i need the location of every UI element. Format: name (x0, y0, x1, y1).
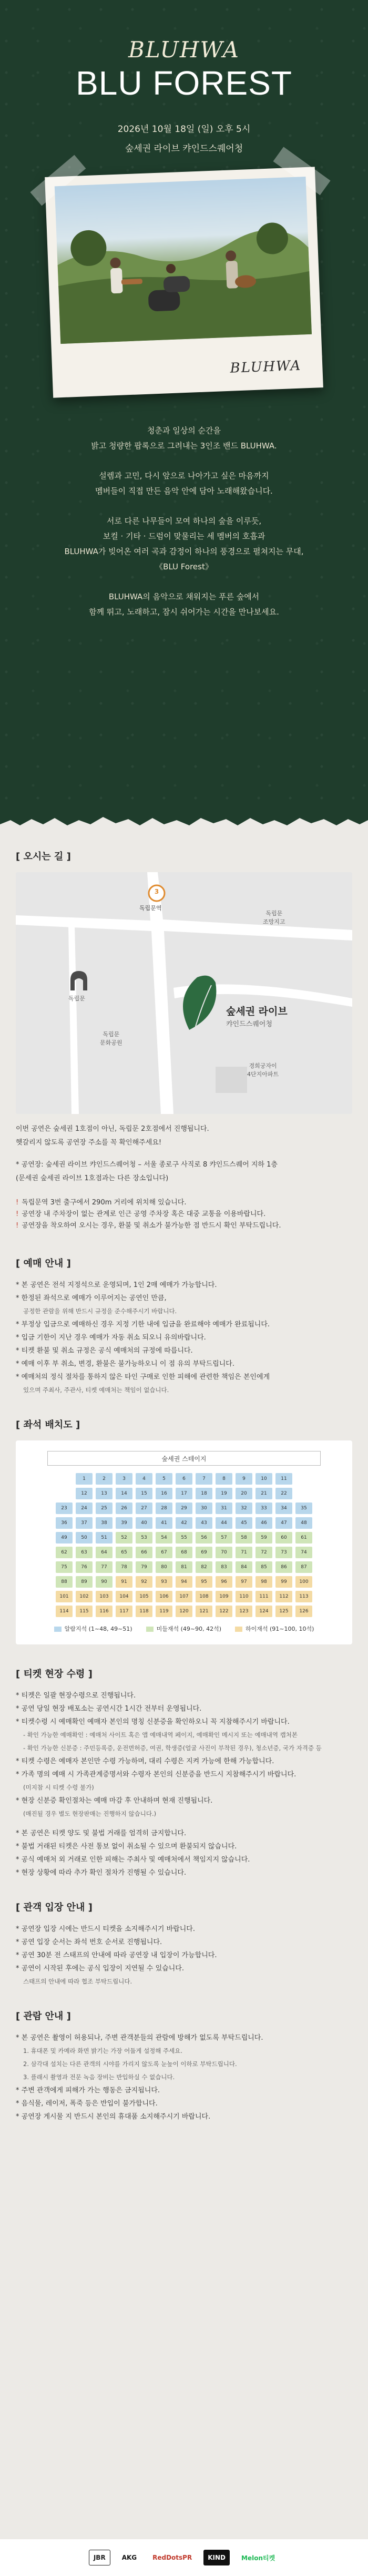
seat: 22 (275, 1488, 292, 1499)
hero-section (0, 0, 368, 833)
seat: 32 (236, 1502, 252, 1514)
seat-legend (16, 1624, 352, 1633)
seat: 102 (76, 1591, 93, 1602)
sponsor-footer (0, 2539, 368, 2576)
legend-swatch (235, 1627, 242, 1632)
warning-icon: ! (16, 1199, 19, 1207)
seat: 38 (96, 1517, 113, 1529)
seat: 119 (156, 1606, 172, 1617)
seat-row (37, 1606, 331, 1617)
entry-item: * 공연 입장 순서는 좌석 번호 순서로 진행됩니다. (16, 1938, 162, 1946)
seat: 26 (116, 1502, 132, 1514)
seat: 113 (295, 1591, 312, 1602)
intro-paragraph (0, 514, 368, 575)
seat: 5 (156, 1473, 172, 1485)
seat: 33 (255, 1502, 272, 1514)
ticket-item: * 공연 당일 현장 배포소는 공연시간 1시간 전부터 운영됩니다. (16, 1705, 202, 1713)
info-section (0, 833, 368, 2576)
seat: 93 (156, 1576, 172, 1588)
seat: 98 (255, 1576, 272, 1588)
seat-row (37, 1488, 331, 1499)
seat: 30 (196, 1502, 212, 1514)
booking-item: * 예매처의 정식 절차를 통하지 않은 타인 구매로 인한 피해에 관련한 책임은 본인에게 (16, 1373, 270, 1381)
ticket-item: * 현장 상황에 따라 추가 확인 절차가 진행될 수 있습니다. (16, 1869, 187, 1877)
seat: 50 (76, 1532, 93, 1543)
map-venue-name: 숲세권 라이브 (226, 1006, 288, 1017)
seat: 46 (255, 1517, 272, 1529)
directions-notes (16, 1197, 352, 1232)
directions-note (16, 1197, 352, 1209)
seat: 69 (196, 1547, 212, 1558)
intro-line: BLUHWA가 빚어온 여러 곡과 감정이 하나의 풍경으로 펼쳐지는 무대, (64, 547, 304, 556)
intro-paragraph (0, 468, 368, 499)
seat: 96 (216, 1576, 232, 1588)
seat: 37 (76, 1517, 93, 1529)
viewing-item: 2. 삼각대 설치는 다른 관객의 시야를 가리지 않도록 눈높이 이하로 부탁드립니다. (23, 2060, 237, 2068)
seat: 3 (116, 1473, 132, 1485)
seat: 76 (76, 1561, 93, 1573)
seat: 91 (116, 1576, 132, 1588)
sponsor-logo: Melon티켓 (237, 2550, 279, 2565)
band-photo-illustration (55, 177, 312, 344)
seat: 115 (76, 1606, 93, 1617)
seat: 112 (275, 1591, 292, 1602)
torn-edge-divider (0, 813, 368, 834)
seat-grid (37, 1473, 331, 1617)
seat: 58 (236, 1532, 252, 1543)
seat: 54 (156, 1532, 172, 1543)
directions-line (16, 1151, 352, 1157)
seat: 52 (116, 1532, 132, 1543)
seat: 92 (136, 1576, 152, 1588)
seat (295, 1488, 312, 1499)
intro-line: 멤버들이 직접 만든 음악 안에 담아 노래해왔습니다. (95, 486, 273, 496)
seat: 11 (275, 1473, 292, 1485)
ticket-item: (미지참 시 티켓 수령 불가) (23, 1784, 94, 1791)
seat (56, 1473, 73, 1485)
legend-swatch (54, 1627, 62, 1632)
seat: 111 (255, 1591, 272, 1602)
warning-icon: ! (16, 1210, 19, 1218)
ticket-item (16, 1821, 352, 1826)
seat: 14 (116, 1488, 132, 1499)
seat: 61 (295, 1532, 312, 1543)
ticket-item: * 공식 예매처 외 거래로 인한 피해는 주최사 및 예매처에서 책임지지 않습니다. (16, 1856, 250, 1864)
band-script-title: BLUHWA (128, 37, 240, 63)
map-label-independence-gate: 독립문 (68, 995, 85, 1002)
viewing-item: * 음식물, 레이저, 폭죽 등은 반입이 불가합니다. (16, 2100, 158, 2108)
seat: 49 (56, 1532, 73, 1543)
seat: 121 (196, 1606, 212, 1617)
seat: 117 (116, 1606, 132, 1617)
map-illustration (16, 872, 352, 1114)
seat: 81 (176, 1561, 192, 1573)
seat: 28 (156, 1502, 172, 1514)
seat: 75 (56, 1561, 73, 1573)
warning-icon: ! (16, 1222, 19, 1230)
intro-paragraph (0, 589, 368, 620)
intro-line: 서로 다른 나무들이 모여 하나의 숲을 이루듯, (106, 516, 262, 526)
ticket-item: * 티켓수령 시 예매확인 예매자 본인의 명칭 신분증을 확인하오니 꼭 지참해주시기 바랍니다. (16, 1718, 290, 1726)
seat: 16 (156, 1488, 172, 1499)
seat: 95 (196, 1576, 212, 1588)
seat: 18 (196, 1488, 212, 1499)
concert-title: BLU FOREST (76, 64, 292, 102)
seat-row (37, 1532, 331, 1543)
seat: 2 (96, 1473, 113, 1485)
seat: 21 (255, 1488, 272, 1499)
seat-row (37, 1561, 331, 1573)
seat: 8 (216, 1473, 232, 1485)
seat-row (37, 1576, 331, 1588)
seat: 107 (176, 1591, 192, 1602)
section-title-viewing: [ 관람 안내 ] (16, 2011, 71, 2022)
entry-list (16, 1923, 352, 1988)
directions-line: 이번 공연은 숲세권 1호점이 아닌, 독립문 2호점에서 진행됩니다. (16, 1125, 209, 1133)
seat: 77 (96, 1561, 113, 1573)
seat: 20 (236, 1488, 252, 1499)
seat-row (37, 1517, 331, 1529)
ticket-item: - 확인 가능한 예매확인 : 예매처 사이트 혹은 앱 예매내역 페이지, 예매확인 메시지 또는 예매내역 캡처본 (23, 1731, 298, 1739)
seat-row (37, 1502, 331, 1514)
intro-line: 청춘과 일상의 순간을 (147, 426, 221, 435)
viewing-item: * 본 공연은 촬영이 허용되나, 주변 관객분들의 관람에 방해가 없도록 부탁드립니다. (16, 2034, 263, 2042)
seat: 80 (156, 1561, 172, 1573)
map-label-apartment: 경희궁자이 4단지아파트 (247, 1062, 279, 1078)
seat: 6 (176, 1473, 192, 1485)
intro-line: 《BLU Forest》 (155, 562, 213, 571)
seat: 82 (196, 1561, 212, 1573)
seat: 39 (116, 1517, 132, 1529)
section-title-booking: [ 예매 안내 ] (16, 1258, 71, 1269)
seat: 19 (216, 1488, 232, 1499)
seat: 106 (156, 1591, 172, 1602)
legend-item (235, 1624, 314, 1633)
booking-item: * 입금 기한이 지난 경우 예매가 자동 취소 되오니 유의바랍니다. (16, 1334, 206, 1342)
directions-note-text: 독립문역 3번 출구에서 290m 거리에 위치해 있습니다. (22, 1199, 187, 1207)
seating-chart (16, 1440, 352, 1644)
seat: 53 (136, 1532, 152, 1543)
intro-line: 함께 뛰고, 노래하고, 잠시 쉬어가는 시간을 만나보세요. (89, 607, 279, 617)
legend-label: 미들재석 (49~90, 42석) (156, 1626, 221, 1632)
seat: 126 (295, 1606, 312, 1617)
seat: 97 (236, 1576, 252, 1588)
seat: 31 (216, 1502, 232, 1514)
viewing-item: * 공연장 게시물 지 반드시 본인의 휴대품 소지해주시기 바랍니다. (16, 2113, 211, 2121)
seat: 63 (76, 1547, 93, 1558)
seat: 41 (156, 1517, 172, 1529)
band-photo-polaroid (45, 167, 323, 397)
viewing-item: * 주변 관객에게 피해가 가는 행동은 금지됩니다. (16, 2087, 160, 2094)
seat: 29 (176, 1502, 192, 1514)
booking-item: * 예매 이후 부 취소, 변경, 환불은 불가능하오니 이 점 유의 부탁드립니다. (16, 1360, 234, 1368)
sponsor-logo: KIND (203, 2550, 230, 2565)
seat: 118 (136, 1606, 152, 1617)
station-exit-number: 3 (154, 888, 159, 895)
seat: 27 (136, 1502, 152, 1514)
seat: 35 (295, 1502, 312, 1514)
ticket-item: * 티켓 수령은 예매자 본인만 수령 가능하며, 대리 수령은 지켜 가능에 한해 가능합니다. (16, 1757, 274, 1765)
ticket-item: - 확인 가능한 신분증 : 주민등록증, 운전면허증, 여권, 학생증(얼굴 사진이 부착된 경우), 청소년증, 국가 자격증 등 (23, 1744, 322, 1752)
map-label-culture-park: 독립문 문화공원 (100, 1031, 122, 1046)
concert-datetime: 2026년 10월 18일 (일) 오후 5시 (117, 124, 251, 135)
seat: 64 (96, 1547, 113, 1558)
seat: 62 (56, 1547, 73, 1558)
ticket-item: * 불법 거래된 티켓은 사전 통보 없이 취소될 수 있으며 환불되지 않습니다. (16, 1843, 237, 1851)
seat: 103 (96, 1591, 113, 1602)
viewing-item: 3. 플래시 촬영과 전문 녹음 장비는 반입하실 수 없습니다. (23, 2073, 175, 2081)
seat (56, 1488, 73, 1499)
section-title-entry: [ 관객 입장 안내 ] (16, 1902, 93, 1913)
seat: 25 (96, 1502, 113, 1514)
booking-item: * 본 공연은 전석 지정석으로 운영되며, 1인 2매 예매가 가능합니다. (16, 1281, 217, 1289)
seat: 100 (295, 1576, 312, 1588)
directions-note (16, 1220, 352, 1232)
seat: 1 (76, 1473, 93, 1485)
seat: 79 (136, 1561, 152, 1573)
map-label-viewpoint: 독립문 조망지고 (263, 910, 285, 925)
seat: 24 (76, 1502, 93, 1514)
directions-text (16, 1123, 352, 1184)
seat: 110 (236, 1591, 252, 1602)
intro-line: 보컬 · 기타 · 드럼이 맞물리는 세 멤버의 호흡과 (103, 531, 265, 541)
seat: 55 (176, 1532, 192, 1543)
ticket-list (16, 1690, 352, 1879)
map-venue-subname: 캬인드스퀘어청 (226, 1020, 272, 1028)
seat-row (37, 1547, 331, 1558)
seat: 47 (275, 1517, 292, 1529)
seat: 4 (136, 1473, 152, 1485)
entry-item: 스태프의 안내에 따라 협조 부탁드립니다. (23, 1978, 132, 1985)
seat: 73 (275, 1547, 292, 1558)
booking-item: 공정한 관람을 위해 반드시 규정을 준수해주시기 바랍니다. (23, 1307, 177, 1315)
seat: 13 (96, 1488, 113, 1499)
seat: 56 (196, 1532, 212, 1543)
seat: 105 (136, 1591, 152, 1602)
seat: 114 (56, 1606, 73, 1617)
booking-item: * 티켓 환불 및 취소 규정은 공식 예매처의 규정에 따릅니다. (16, 1347, 193, 1355)
intro-paragraph (0, 423, 368, 454)
entry-item: * 공연이 시작된 후에는 공식 입장이 지연될 수 있습니다. (16, 1965, 184, 1972)
seat: 88 (56, 1576, 73, 1588)
seat: 7 (196, 1473, 212, 1485)
seat: 15 (136, 1488, 152, 1499)
ticket-item: * 가족 명의 예매 시 가족관계증명서와 수령자 본인의 신분증을 반드시 지참해주시기 바랍니다. (16, 1771, 297, 1778)
seat: 94 (176, 1576, 192, 1588)
directions-line: * 공연장: 숲세권 라이브 캬인드스퀘어청 – 서울 종로구 사직로 8 캬인드스퀘어 지하 1층 (16, 1161, 278, 1169)
ticket-item: * 티켓은 일괄 현장수령으로 진행됩니다. (16, 1692, 136, 1700)
directions-line: 헷갈리지 않도록 공연장 주소를 꼭 확인해주세요! (16, 1139, 162, 1147)
ticket-item: * 본 공연은 티켓 양도 및 불법 거래를 엄격히 금지합니다. (16, 1829, 187, 1837)
seat: 125 (275, 1606, 292, 1617)
booking-item: 있으며 주최사, 주관사, 티켓 예매처는 책임이 없습니다. (23, 1386, 169, 1394)
photo-caption: BLUHWA (230, 357, 302, 376)
legend-label: 하이재석 (91~100, 10석) (246, 1626, 314, 1632)
seat: 17 (176, 1488, 192, 1499)
seat: 48 (295, 1517, 312, 1529)
seat: 42 (176, 1517, 192, 1529)
seat: 86 (275, 1561, 292, 1573)
legend-item (54, 1624, 132, 1633)
venue-map (16, 872, 352, 1114)
seat-row (37, 1473, 331, 1485)
seat: 12 (76, 1488, 93, 1499)
seat-row (37, 1591, 331, 1602)
entry-item: * 공연 30분 전 스태프의 안내에 따라 공연장 내 입장이 가능합니다. (16, 1951, 217, 1959)
seat: 68 (176, 1547, 192, 1558)
sponsor-logo: AKG (118, 2550, 141, 2565)
intro-line: 밝고 청량한 팝록으로 그려내는 3인조 밴드 BLUHWA. (91, 441, 277, 451)
directions-note-text: 공연장을 착오하여 오시는 경우, 환불 및 취소가 불가능한 점 반드시 확인 부탁드립니다. (22, 1222, 281, 1230)
legend-label: 알람지석 (1~48, 49~51) (64, 1626, 132, 1632)
ticket-item: * 현장 신분증 확인절차는 예매 마감 후 안내하며 현재 진행됩니다. (16, 1797, 213, 1805)
intro-line: BLUHWA의 음악으로 채워지는 푸른 숲에서 (108, 592, 260, 601)
seat: 72 (255, 1547, 272, 1558)
section-title-seating: [ 좌석 배치도 ] (16, 1419, 80, 1430)
seat: 43 (196, 1517, 212, 1529)
seat: 51 (96, 1532, 113, 1543)
ticket-item: (매진될 경우 별도 현장판매는 진행하지 않습니다.) (23, 1810, 157, 1817)
seat: 59 (255, 1532, 272, 1543)
stage: 숲세권 스테이지 (47, 1451, 321, 1466)
seat: 60 (275, 1532, 292, 1543)
seat: 83 (216, 1561, 232, 1573)
seat: 66 (136, 1547, 152, 1558)
directions-note (16, 1209, 352, 1220)
seat: 34 (275, 1502, 292, 1514)
seat: 116 (96, 1606, 113, 1617)
viewing-list (16, 2032, 352, 2123)
seat: 99 (275, 1576, 292, 1588)
seat: 74 (295, 1547, 312, 1558)
seat: 101 (56, 1591, 73, 1602)
seat: 90 (96, 1576, 113, 1588)
legend-item (146, 1624, 221, 1633)
seat: 45 (236, 1517, 252, 1529)
seat: 124 (255, 1606, 272, 1617)
seat: 109 (216, 1591, 232, 1602)
seat: 78 (116, 1561, 132, 1573)
seat: 9 (236, 1473, 252, 1485)
seat: 87 (295, 1561, 312, 1573)
seat: 40 (136, 1517, 152, 1529)
seat: 89 (76, 1576, 93, 1588)
station-name: 독립문역 (139, 905, 162, 912)
seat: 23 (56, 1502, 73, 1514)
seat: 123 (236, 1606, 252, 1617)
seat: 10 (255, 1473, 272, 1485)
seat: 67 (156, 1547, 172, 1558)
seat: 71 (236, 1547, 252, 1558)
seat: 85 (255, 1561, 272, 1573)
booking-item: * 한정된 좌석으로 예매가 이루어지는 공연인 만큼, (16, 1294, 167, 1302)
seat: 108 (196, 1591, 212, 1602)
band-photo (55, 177, 312, 344)
entry-item: * 공연장 입장 시에는 반드시 티켓을 소지해주시기 바랍니다. (16, 1925, 195, 1933)
booking-list (16, 1279, 352, 1396)
seat: 57 (216, 1532, 232, 1543)
seat: 36 (56, 1517, 73, 1529)
seat: 84 (236, 1561, 252, 1573)
section-title-ticket: [ 티켓 현장 수령 ] (16, 1669, 93, 1680)
directions-note-text: 공연장 내 주차장이 없는 관계로 인근 공영 주차장 혹은 대중 교통을 이용바랍니다. (22, 1210, 266, 1218)
seat: 104 (116, 1591, 132, 1602)
directions-line: (문세권 숲세권 라이브 1호점과는 다른 장소입니다) (16, 1174, 169, 1182)
seat: 70 (216, 1547, 232, 1558)
seat (295, 1473, 312, 1485)
concert-venue: 숲세권 라이브 캬인드스퀘어청 (125, 144, 243, 154)
seat: 65 (116, 1547, 132, 1558)
viewing-item: 1. 휴대폰 및 카메라 화면 밝기는 가장 어둡게 설정해 주세요. (23, 2047, 183, 2054)
section-title-directions: [ 오시는 길 ] (16, 851, 71, 862)
intro-line: 설렘과 고민, 다시 앞으로 나아가고 싶은 마음까지 (99, 471, 269, 481)
intro-text (0, 423, 368, 620)
sponsor-logo: RedDotsPR (148, 2550, 196, 2565)
legend-swatch (146, 1627, 154, 1632)
seat: 122 (216, 1606, 232, 1617)
booking-item: * 부정상 입금으로 예매하신 경우 지정 기한 내에 입금을 완료해야 예매가 완료됩니다. (16, 1321, 270, 1328)
seat: 120 (176, 1606, 192, 1617)
seat: 44 (216, 1517, 232, 1529)
sponsor-logo: JBR (89, 2550, 110, 2565)
